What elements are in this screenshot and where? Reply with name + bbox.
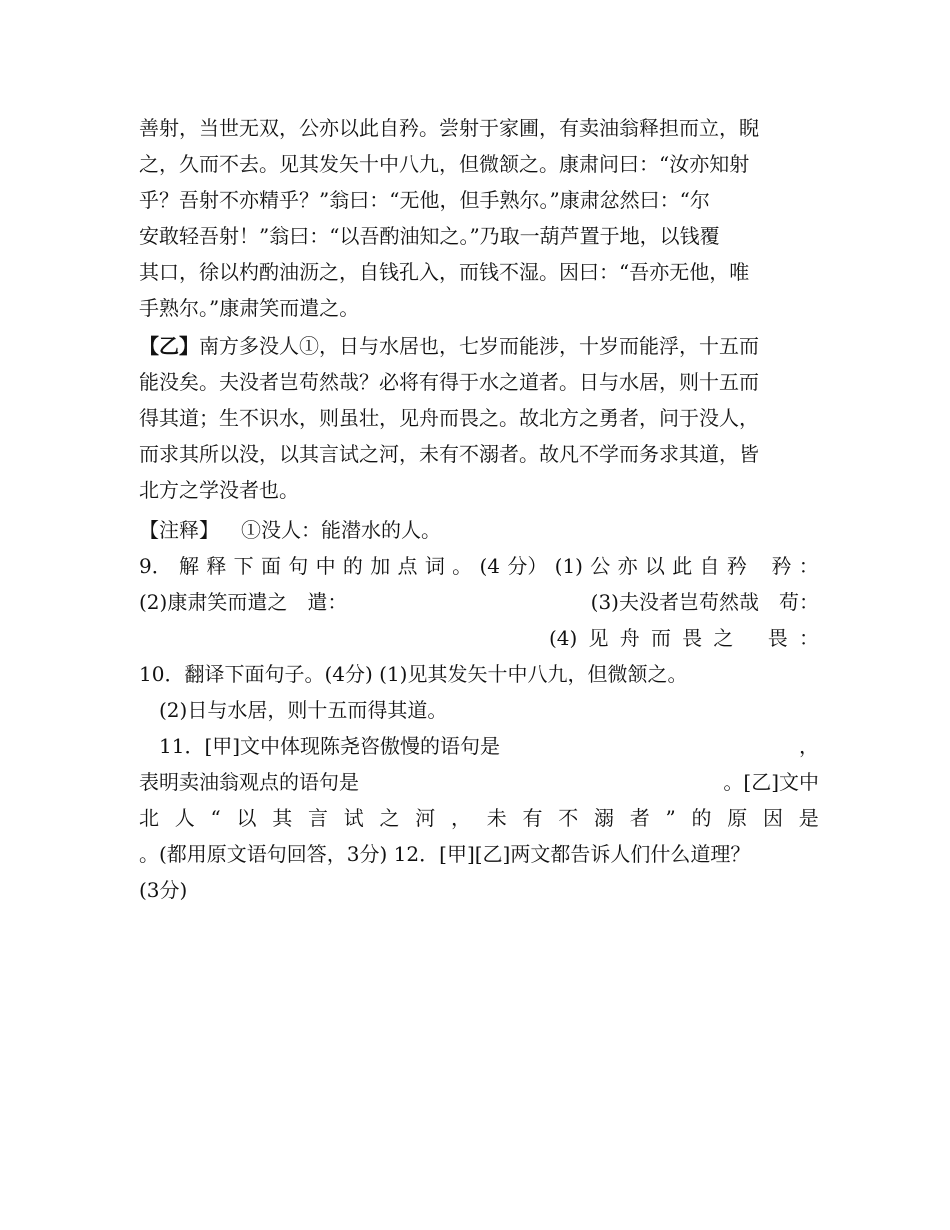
q11-char: 的 [691, 806, 712, 830]
q11-char: 以 [236, 806, 257, 830]
q9-char: 句 [288, 554, 309, 578]
passage-b-line-2: 能没矣。夫没者岂苟然哉？必将有得于水之道者。日与水居，则十五而 [139, 370, 759, 394]
q9-item-4 [549, 620, 819, 656]
q11-line-1-end: ， [799, 734, 819, 758]
note-label: 【注释】 [139, 518, 219, 542]
q9-char: 9． [139, 554, 172, 578]
q9-item-4-char: 畏 [767, 626, 788, 650]
q9-char: (1) [554, 554, 583, 578]
q9-char: 公 [590, 554, 611, 578]
q9-char: 。 [452, 554, 473, 578]
passage-b-line-3: 得其道；生不识水，则虽壮，见舟而畏之。故北方之勇者，问于没人， [139, 406, 759, 430]
q9-char: 点 [397, 554, 418, 578]
q12-score-line: (3分) [139, 878, 188, 902]
passage-a-line-2: 之，久而不去。见其发矢十中八九，但微颔之。康肃问曰：“汝亦知射 [139, 152, 750, 176]
q11-char: ， [450, 806, 471, 830]
q9-line-3 [139, 620, 819, 656]
q9-line-1 [139, 548, 819, 584]
passage-a-line-4: 安敢轻吾射！”翁曰：“以吾酌油知之。”乃取一葫芦置于地，以钱覆 [139, 224, 720, 248]
passage-a-line-1: 善射，当世无双，公亦以此自矜。尝射于家圃，有卖油翁释担而立，睨 [139, 116, 759, 140]
q11-char: 者 [629, 806, 650, 830]
q9-item-3: (3)夫没者岂苟然哉 苟： [590, 590, 819, 614]
q9-char: 此 [672, 554, 693, 578]
q9-char: 亦 [617, 554, 638, 578]
passage-a-line-5: 其口，徐以杓酌油沥之，自钱孔入，而钱不湿。因曰：“吾亦无他，唯 [139, 260, 750, 284]
q10-line-1: 10．翻译下面句子。(4分) (1)见其发矢十中八九，但微颔之。 [139, 662, 688, 686]
q11-line-1 [139, 728, 819, 764]
passage-a-line-3: 乎？吾射不亦精乎？”翁曰：“无他，但手熟尔。”康肃忿然曰：“尔 [139, 188, 710, 212]
q9-item-4-char: (4) [549, 626, 578, 650]
q11-line-3 [139, 800, 819, 836]
passage-b-line-1 [139, 328, 819, 364]
q11-char: 原 [727, 806, 748, 830]
q9-char: 矜 [726, 554, 747, 578]
passage-b-label: 【乙】 [139, 334, 199, 358]
q9-item-4-char: 见 [588, 626, 609, 650]
q11-line-1-text: 11．[甲]文中体现陈尧咨傲慢的语句是 [159, 734, 501, 758]
q11-char: 之 [379, 806, 400, 830]
q11-char: 是 [798, 806, 819, 830]
q9-char: 中 [315, 554, 336, 578]
q9-char: 分） [507, 554, 548, 578]
note-line [139, 512, 819, 548]
q11-char: 河 [415, 806, 436, 830]
q9-item-2: (2)康肃笑而遣之 遣： [139, 590, 348, 614]
passage-b-line-1-text: 南方多没人①，日与水居也，七岁而能涉，十岁而能浮，十五而 [199, 334, 759, 358]
q9-item-4-char: 畏 [682, 626, 703, 650]
q9-item-4-char: 而 [650, 626, 671, 650]
q11-char: 溺 [593, 806, 614, 830]
q11-char: 试 [343, 806, 364, 830]
q11-char: 有 [522, 806, 543, 830]
q11-char: 未 [486, 806, 507, 830]
q9-char: 以 [644, 554, 665, 578]
q9-char: 加 [370, 554, 391, 578]
passage-b-line-4: 而求其所以没，以其言试之河，未有不溺者。故凡不学而务求其道，皆 [139, 442, 759, 466]
passage-a-line-6: 手熟尔。”康肃笑而遣之。 [139, 296, 360, 320]
q11-char: “ [210, 806, 221, 830]
q9-char: 解 [179, 554, 200, 578]
q11-line-2 [139, 764, 819, 800]
q9-char: (4 [479, 554, 501, 578]
q9-char: ： [798, 554, 819, 578]
q11-char: 北 [139, 806, 159, 830]
q9-char: 下 [233, 554, 254, 578]
q9-char: 释 [206, 554, 227, 578]
q11-line-2-text: 表明卖油翁观点的语句是 [139, 770, 359, 794]
note-text: ①没人：能潜水的人。 [241, 518, 441, 542]
passage-b-line-5: 北方之学没者也。 [139, 478, 299, 502]
q11-q12-line: 。(都用原文语句回答，3分) 12．[甲][乙]两文都告诉人们什么道理？ [139, 842, 751, 866]
q9-gap [754, 548, 764, 584]
q11-char: 其 [272, 806, 293, 830]
q11-char: 人 [174, 806, 195, 830]
q11-line-2-end: 。[乙]文中 [723, 770, 819, 794]
q9-char: 自 [699, 554, 720, 578]
q9-char: 的 [342, 554, 363, 578]
q11-char: 因 [762, 806, 783, 830]
q11-char: 言 [307, 806, 328, 830]
q9-char: 面 [260, 554, 281, 578]
q11-char: ” [665, 806, 676, 830]
q9-line-2 [139, 584, 819, 620]
q10-line-2: (2)日与水居，则十五而得其道。 [159, 698, 448, 722]
q11-char: 不 [558, 806, 579, 830]
q9-item-4-char: 舟 [619, 626, 640, 650]
q9-char: 词 [424, 554, 445, 578]
q9-gap [745, 620, 757, 656]
q9-item-4-char: ： [798, 626, 819, 650]
q9-item-4-char: 之 [713, 626, 734, 650]
q9-char: 矜 [771, 554, 792, 578]
